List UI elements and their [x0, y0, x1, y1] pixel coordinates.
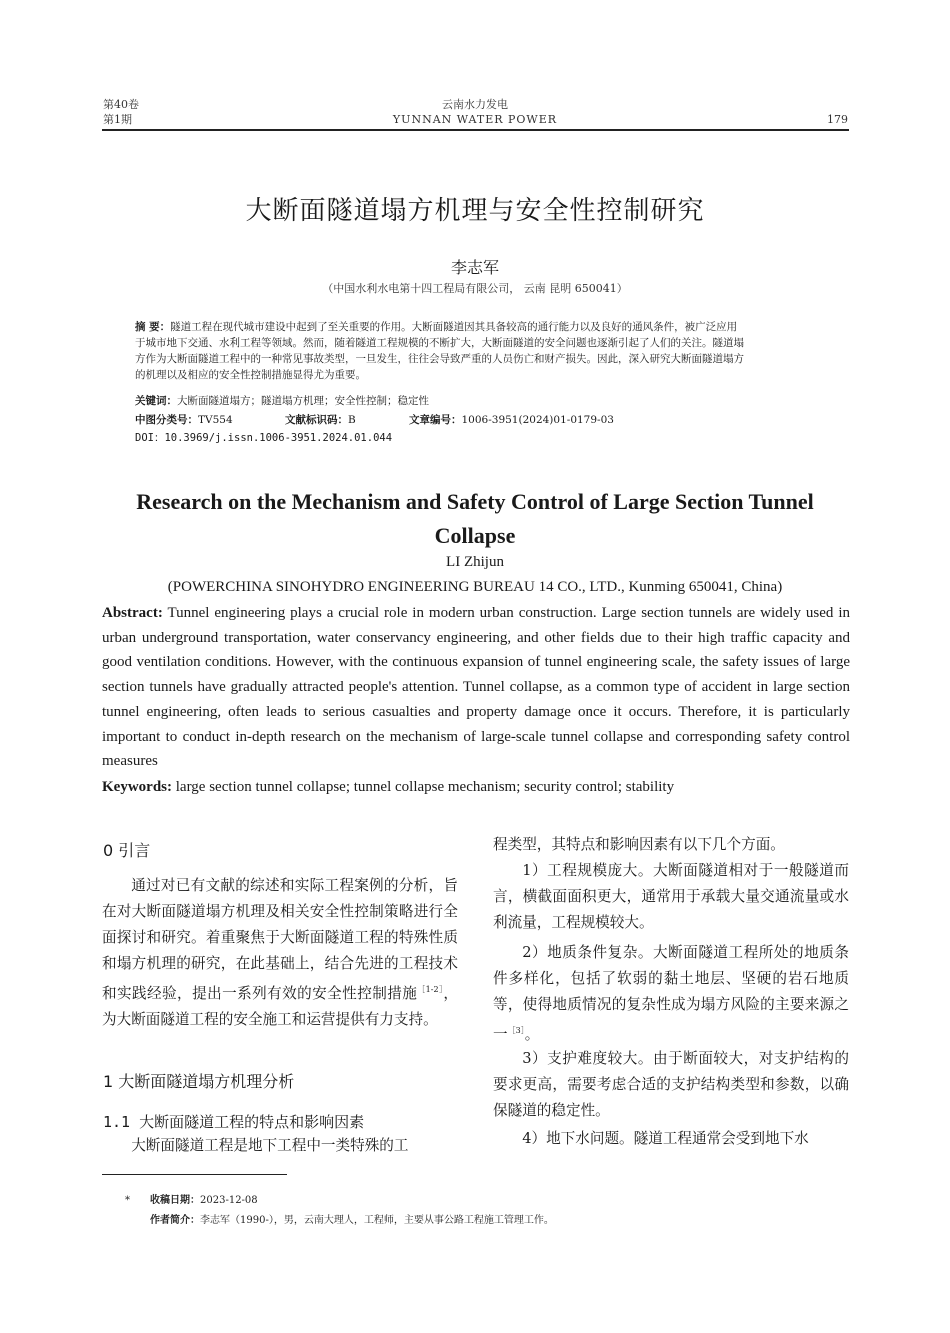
abstract-cn-line-3: 方作为大断面隧道工程中的一种常见事故类型，一旦发生，往往会导致严重的人员伤亡和财产损失。因此，深入研究大断面隧道塌方 [135, 353, 744, 365]
feature-item-2-text-b: 。 [524, 1026, 540, 1043]
keywords-en-text: large section tunnel collapse; tunnel collapse mechanism; security control; stability [172, 779, 675, 795]
section-1-1-paragraph: 大断面隧道工程是地下工程中一类特殊的工 [131, 1137, 409, 1154]
author-bio [150, 1212, 554, 1230]
keywords-cn-text: 大断面隧道塌方；隧道塌方机理；安全性控制；稳定性 [177, 395, 429, 407]
author-bio-label: 作者简介： [150, 1215, 200, 1226]
doc-code-label: 文献标识码： [285, 414, 348, 426]
abstract-cn-label: 摘 要： [135, 321, 171, 333]
doc-code-value: B [348, 414, 356, 426]
article-number-value: 1006-3951(2024)01-0179-03 [461, 414, 614, 426]
author-bio-value: 李志军（1990-），男，云南大理人，工程师，主要从事公路工程施工管理工作。 [200, 1215, 554, 1226]
section-1-1-heading: 1.1 大断面隧道工程的特点和影响因素 [103, 1113, 365, 1131]
abstract-cn-line-1: 隧道工程在现代城市建设中起到了至关重要的作用。大断面隧道因其具备较高的通行能力以及良好的通风条件，被广泛应用 [170, 321, 738, 333]
abstract-cn-line-2: 于城市地下交通、水利工程等领域。然而，随着隧道工程规模的不断扩大，大断面隧道的安全问题也逐渐引起了人们的关注。隧道塌 [135, 337, 744, 349]
feature-item-3: 3）支护难度较大。由于断面较大，对支护结构的要求更高，需要考虑合适的支护结构类型和参数，以确保隧道的稳定性。 [493, 1050, 849, 1119]
header-rule [102, 129, 849, 131]
received-date-label: 收稿日期： [150, 1195, 200, 1206]
affiliation-en: (POWERCHINA SINOHYDRO ENGINEERING BUREAU 14 CO., LTD., Kunming 650041, China) [167, 579, 783, 595]
received-date [150, 1192, 258, 1210]
footnote-rule [102, 1174, 287, 1175]
affiliation-cn: （中国水利水电第十四工程局有限公司， 云南 昆明 650041） [322, 282, 628, 295]
received-date-value: 2023-12-08 [200, 1195, 258, 1206]
section-1-heading: 1 大断面隧道塌方机理分析 [103, 1072, 295, 1091]
keywords-en-label: Keywords: [102, 779, 172, 795]
intro-text-b: ，为大断面隧道工程的安全施工和运营提供有力支持。 [102, 985, 458, 1028]
abstract-en-text: Tunnel engineering plays a crucial role in modern urban construction. Large section tunnels are widely used in urban underground transportation, water conservancy engineering, and other fields due to their high traffic capacity and good ventilation conditions. However, with the continuous expansion of tunnel engineering scale, the safety issues of large section tunnels have gradually attracted people's attention. Tunnel collapse, as a common type of accident in large section tunnel engineering, often leads to serious casualties and property damage once it occurs. Therefore, it is particularly important to conduct in-depth research on the mechanism of large-scale tunnel collapse and corresponding safety control measures [102, 605, 850, 770]
article-number-label: 文章编号： [409, 414, 462, 426]
page-number: 179 [827, 113, 848, 126]
title-en: Research on the Mechanism and Safety Control of Large Section Tunnel Collapse [136, 489, 814, 548]
footnote-star: * [125, 1195, 130, 1206]
author-en: LI Zhijun [446, 554, 504, 570]
journal-name-cn: 云南水力发电 [442, 98, 508, 111]
issue-label: 第1期 [103, 113, 132, 126]
clc-value: TV554 [198, 414, 233, 426]
abstract-cn-line-4: 的机理以及相应的安全性控制措施显得尤为重要。 [135, 369, 366, 381]
section-0-heading: 0 引言 [103, 841, 151, 860]
volume-label: 第40卷 [103, 98, 139, 111]
intro-paragraph [102, 873, 458, 1033]
feature-item-4: 4）地下水问题。隧道工程通常会受到地下水 [522, 1130, 809, 1147]
abstract-cn [135, 319, 820, 383]
journal-name-en: YUNNAN WATER POWER [392, 113, 558, 126]
author-cn: 李志军 [450, 258, 499, 277]
feature-item-2-citation: ［3］ [507, 1026, 525, 1035]
keywords-en [102, 775, 850, 800]
feature-item-2-text-a: 2）地质条件复杂。大断面隧道工程所处的地质条件多样化，包括了软弱的黏土地层、坚硬的岩石地质等，使得地质情况的复杂性成为塌方风险的主要来源之一 [493, 944, 849, 1043]
clc-label: 中图分类号： [135, 414, 198, 426]
intro-text-a: 通过对已有文献的综述和实际工程案例的分析，旨在对大断面隧道塌方机理及相关安全性控制策略进行全面探讨和研究。着重聚焦于大断面隧道工程的特殊性质和塌方机理的研究，在此基础上，结合先进的工程技术和实践经验，提出一系列有效的安全性控制措施 [102, 877, 458, 1002]
right-col-continuation: 程类型，其特点和影响因素有以下几个方面。 [493, 836, 785, 853]
intro-citation: ［1-2］ [417, 985, 444, 994]
doi: DOI：10.3969/j.issn.1006-3951.2024.01.044 [135, 432, 393, 444]
feature-item-2 [493, 940, 849, 1048]
keywords-cn-label: 关键词： [135, 395, 177, 407]
title-cn: 大断面隧道塌方机理与安全性控制研究 [245, 196, 705, 226]
keywords-cn [135, 393, 820, 409]
abstract-en [102, 601, 850, 774]
feature-item-1: 1）工程规模庞大。大断面隧道相对于一般隧道而言，横截面面积更大，通常用于承载大量交通流量或水利流量，工程规模较大。 [493, 862, 849, 931]
abstract-en-label: Abstract: [102, 605, 163, 621]
